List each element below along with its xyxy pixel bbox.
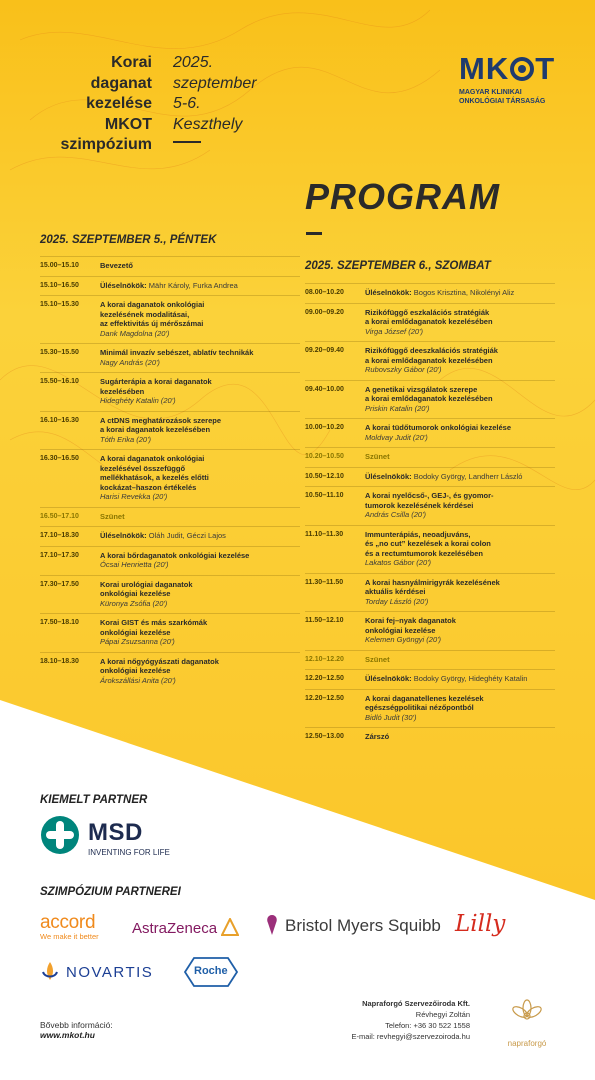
session-title: Sugárterápia a korai daganatok kezelésében — [100, 377, 212, 396]
program-underline — [306, 232, 322, 235]
session-row — [305, 611, 555, 650]
date-line: 2025. — [173, 54, 214, 71]
chair-names: Bodoky György, Hideghéty Katalin — [413, 674, 528, 683]
speaker: Virga József (20') — [365, 326, 423, 336]
session-row — [40, 295, 300, 343]
featured-partner-heading: KIEMELT PARTNER — [40, 794, 148, 806]
session-body — [365, 385, 555, 414]
logo-letters-left: MK — [459, 51, 510, 86]
session-time: 11.10–11.30 — [305, 530, 344, 538]
chair-row — [40, 526, 300, 546]
session-body — [365, 346, 555, 375]
session-body — [100, 261, 300, 271]
target-icon — [510, 57, 534, 81]
napraforgo-logo — [496, 998, 558, 1048]
session-time: 15.10–15.30 — [40, 301, 79, 308]
session-title: Rizikófüggő eszkalációs stratégiák a korai emlődaganatok kezelésében — [365, 307, 493, 326]
session-title: A korai daganatellenes kezelések egészségpolitikai nézőpontból — [365, 693, 484, 712]
sunflower-icon — [507, 998, 547, 1034]
session-title: A korai hasnyálmirigyrák kezelésének aktuális kérdései — [365, 577, 500, 596]
speaker: Torday László (20') — [365, 596, 429, 606]
session-body — [100, 300, 300, 338]
break-row — [305, 447, 555, 467]
day2-heading: 2025. SZEPTEMBER 6., SZOMBAT — [305, 260, 491, 272]
session-time: 09.00–09.20 — [305, 308, 344, 316]
session-body — [365, 674, 555, 684]
session-row — [40, 449, 300, 507]
speaker: Rubovszky Gábor (20') — [365, 365, 442, 374]
speaker: Hideghéty Katalin (20') — [100, 396, 176, 405]
chair-names: Mähr Károly, Furka Andrea — [148, 280, 238, 290]
logo-subtitle: MAGYAR KLINIKAI ONKOLÓGIAI TÁRSASÁG — [459, 89, 546, 105]
napraforgo-name: napraforgó — [507, 1039, 547, 1048]
session-row — [40, 256, 300, 276]
session-title: Korai urológiai daganatok onkológiai kezelése — [100, 579, 193, 598]
session-body — [365, 578, 555, 607]
session-time: 10.20–10.50 — [305, 453, 344, 460]
session-row — [40, 575, 300, 614]
session-row — [305, 573, 555, 612]
program-heading: PROGRAM — [305, 176, 500, 217]
session-time: 09.20–09.40 — [305, 347, 344, 354]
day2-schedule — [305, 283, 555, 747]
session-time: 18.10–18.30 — [40, 657, 79, 665]
session-time: 10.50–12.10 — [305, 472, 344, 480]
symposium-title — [36, 53, 152, 156]
speaker: Tóth Erika (20') — [100, 434, 152, 444]
session-title: A ctDNS meghatározások szerepe a korai daganatok kezelésében — [100, 415, 222, 434]
session-time: 17.10–18.30 — [40, 532, 79, 539]
session-body — [365, 423, 555, 442]
phone: Telefon: +36 30 522 1558 — [385, 1021, 470, 1030]
msd-logo — [40, 815, 180, 861]
astrazeneca-name: AstraZeneca — [132, 920, 218, 937]
session-body — [365, 616, 555, 645]
session-time: 16.50–17.10 — [40, 512, 79, 520]
speaker: Pápai Zsuzsanna (20') — [100, 637, 175, 646]
mkot-logo — [459, 52, 569, 106]
session-time: 11.50–12.10 — [305, 617, 344, 624]
speaker: Küronya Zsófia (20') — [100, 598, 168, 608]
session-title: Zárszó — [365, 732, 390, 741]
session-time: 15.50–16.10 — [40, 378, 79, 385]
session-body — [100, 580, 300, 609]
session-body — [365, 472, 555, 482]
session-body — [365, 694, 555, 723]
session-body — [365, 732, 555, 742]
session-row — [40, 411, 300, 450]
session-body — [365, 530, 555, 568]
session-title: Rizikófüggő deeszkalációs stratégiák a korai emlődaganatok kezelésében — [365, 346, 498, 365]
novartis-logo: NOVARTIS — [66, 964, 154, 981]
chair-row — [305, 283, 555, 303]
date-underline — [173, 141, 201, 143]
session-time: 16.10–16.30 — [40, 416, 79, 424]
chair-label: Üléselnökök: — [100, 280, 147, 290]
chair-label: Üléselnökök: — [365, 674, 412, 683]
contact-person: Révhegyi Zoltán — [415, 1010, 470, 1019]
session-row — [40, 343, 300, 372]
chair-row — [305, 669, 555, 689]
session-title: Korai GIST és más szarkómák onkológiai kezelése — [100, 618, 208, 637]
chair-names: Bodoky György, Landherr László — [413, 471, 523, 481]
speaker: Priskin Katalin (20') — [365, 403, 430, 413]
date-line: 5-6. — [173, 95, 201, 112]
break-row — [40, 507, 300, 527]
session-row — [305, 689, 555, 728]
session-time: 12.20–12.50 — [305, 694, 344, 702]
session-time: 17.10–17.30 — [40, 551, 79, 559]
organizer-name: Napraforgó Szervezőiroda Kft. — [362, 999, 470, 1008]
session-row — [40, 546, 300, 575]
session-title: A korai nyelőcső-, GEJ-, és gyomor- tumorok kezelésének kérdései — [365, 491, 494, 510]
partners-heading: SZIMPÓZIUM PARTNEREI — [40, 886, 181, 898]
event-date — [173, 53, 293, 143]
session-time: 17.50–18.10 — [40, 619, 79, 626]
session-row — [305, 303, 555, 342]
session-row — [40, 652, 300, 691]
more-info-label: Bővebb információ: — [40, 1020, 113, 1030]
session-body — [100, 531, 300, 541]
break-label: Szünet — [100, 511, 125, 521]
speaker: Nagy András (20') — [100, 357, 160, 367]
day1-schedule — [40, 256, 300, 690]
bms-logo: Bristol Myers Squibb — [285, 916, 441, 935]
title-line: szimpózium — [60, 136, 152, 153]
date-line: Keszthely — [173, 115, 243, 133]
speaker: Moldvay Judit (20') — [365, 432, 428, 442]
session-body — [100, 454, 300, 502]
session-title: Immunterápiás, neoadjuváns, és „no cut” kezelések a korai colon és a rectumtumorok kezelésében — [365, 529, 491, 558]
session-row — [305, 727, 555, 747]
more-info — [40, 1020, 113, 1040]
session-body — [365, 452, 555, 462]
session-time: 15.10–16.50 — [40, 281, 79, 289]
session-body — [100, 618, 300, 647]
roche-name: Roche — [194, 965, 228, 977]
organizer-contact — [320, 998, 470, 1042]
session-time: 12.20–12.50 — [305, 675, 344, 682]
session-row — [305, 380, 555, 419]
title-line: kezelése — [86, 95, 152, 112]
session-time: 15.30–15.50 — [40, 349, 79, 356]
session-row — [305, 341, 555, 380]
session-title: A korai daganatok onkológiai kezelésének modalitásai, az effektivitás új mérőszámai — [100, 300, 205, 328]
email-link[interactable]: E-mail: revhegyi@szervezoiroda.hu — [351, 1032, 470, 1041]
session-row — [305, 486, 555, 525]
session-time: 10.50–11.10 — [305, 492, 344, 499]
accord-tagline: We make it better — [40, 932, 99, 941]
session-time: 12.50–13.00 — [305, 733, 344, 740]
speaker: Bidló Judit (30') — [365, 712, 417, 722]
break-label: Szünet — [365, 452, 390, 461]
chair-row — [40, 276, 300, 296]
session-body — [100, 377, 300, 406]
logo-letters-right: T — [535, 51, 556, 86]
session-title: Bevezető — [100, 261, 133, 270]
chair-names: Bogos Krisztina, Nikolényi Aliz — [413, 288, 515, 297]
accord-name: accord — [40, 912, 96, 933]
session-time: 17.30–17.50 — [40, 580, 79, 588]
accord-logo — [40, 912, 99, 941]
mkot-logo-mark — [459, 52, 569, 86]
session-time: 08.00–10.20 — [305, 289, 344, 296]
astrazeneca-icon — [221, 918, 239, 936]
chair-label: Üléselnökök: — [365, 288, 412, 297]
session-body — [365, 491, 555, 520]
session-time: 11.30–11.50 — [305, 578, 344, 586]
session-title: A korai nőgyógyászati daganatok onkológiai kezelése — [100, 656, 219, 675]
roche-logo — [184, 957, 238, 987]
lilly-logo: Lilly — [455, 911, 506, 937]
session-time: 16.30–16.50 — [40, 455, 79, 462]
msd-tagline: INVENTING FOR LIFE — [88, 848, 170, 857]
title-line: daganat — [90, 74, 152, 92]
session-time: 12.10–12.20 — [305, 655, 344, 663]
website-link[interactable]: www.mkot.hu — [40, 1030, 95, 1040]
session-title: A korai tüdőtumorok onkológiai kezelése — [365, 423, 512, 432]
session-time: 09.40–10.00 — [305, 385, 344, 393]
session-row — [40, 613, 300, 652]
break-label: Szünet — [365, 654, 390, 664]
chair-names: Oláh Judit, Géczi Lajos — [148, 531, 226, 540]
session-row — [305, 525, 555, 573]
title-line: MKOT — [104, 115, 152, 133]
msd-name: MSD — [88, 819, 143, 846]
session-body — [100, 416, 300, 445]
session-title: A korai bőrdaganatok onkológiai kezelése — [100, 550, 250, 560]
speaker: Kelemen Gyöngyi (20') — [365, 635, 442, 644]
session-title: Korai fej–nyak daganatok onkológiai kezelése — [365, 616, 456, 635]
session-row — [305, 418, 555, 447]
session-body — [100, 512, 300, 522]
day1-heading: 2025. SZEPTEMBER 5., PÉNTEK — [40, 234, 217, 246]
date-line: szeptember — [173, 74, 257, 92]
session-time: 15.00–15.10 — [40, 262, 79, 269]
astrazeneca-logo — [132, 918, 239, 937]
speaker: Ócsai Henrietta (20') — [100, 560, 169, 569]
session-body — [100, 281, 300, 291]
bms-icon — [264, 913, 280, 937]
session-body — [365, 655, 555, 665]
session-time: 10.00–10.20 — [305, 424, 344, 431]
title-line: Korai — [111, 54, 152, 71]
session-body — [100, 657, 300, 686]
session-title: A korai daganatok onkológiai kezelésével összefüggő mellékhatások, a kezelés előtti kockázat–haszon értékelés — [100, 454, 209, 492]
chair-label: Üléselnökök: — [365, 471, 412, 481]
speaker: András Csilla (20') — [365, 510, 427, 519]
session-title: Minimál invazív sebészet, ablatív technikák — [100, 348, 254, 357]
chair-label: Üléselnökök: — [100, 531, 147, 540]
session-row — [40, 372, 300, 411]
session-body — [100, 348, 300, 367]
speaker: Dank Magdolna (20') — [100, 328, 170, 338]
chair-row — [305, 467, 555, 487]
msd-icon — [40, 815, 80, 855]
session-title: A genetikai vizsgálatok szerepe a korai emlődaganatok kezelésében — [365, 384, 493, 403]
novartis-icon — [40, 960, 60, 982]
session-body — [365, 308, 555, 337]
speaker: Harisi Revekka (20') — [100, 492, 168, 501]
session-body — [100, 551, 300, 570]
break-row — [305, 650, 555, 670]
speaker: Árokszállási Anita (20') — [100, 675, 176, 685]
speaker: Lakatos Gábor (20') — [365, 558, 432, 567]
session-body — [365, 288, 555, 298]
